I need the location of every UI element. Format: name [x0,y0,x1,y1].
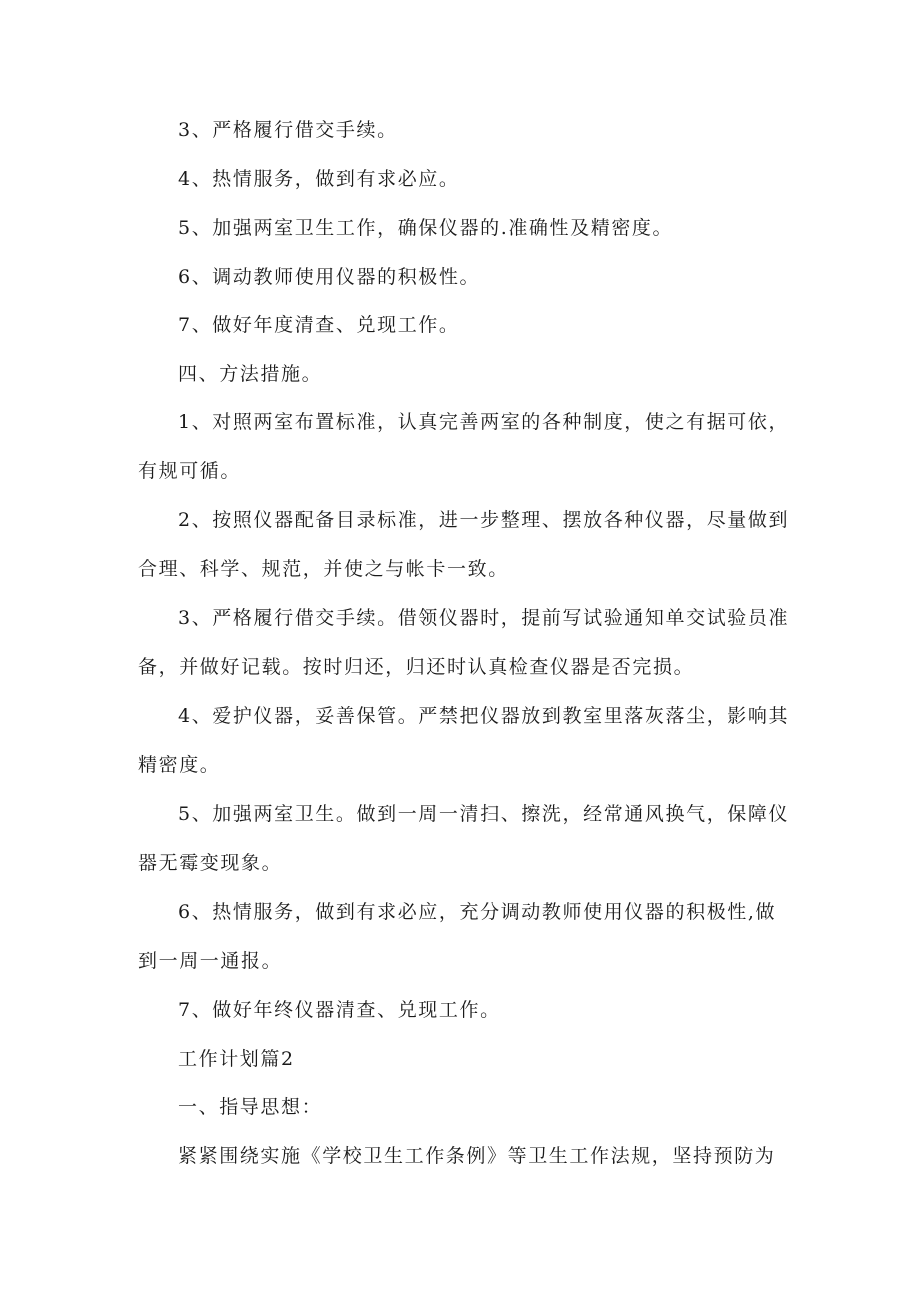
paragraph-12: 7、做好年终仪器清查、兑现工作。 [178,999,501,1021]
paragraph-8: 3、严格履行借交手续。借领仪器时，提前写试验通知单交试验员准备，并做好记载。按时归还，归还时认真检查仪器是否完损。 [138,607,790,678]
paragraph-6: 1、对照两室布置标准，认真完善两室的各种制度，使之有据可依，有规可循。 [138,411,790,482]
section-title-plan-2: 工作计划篇2 [178,1048,295,1070]
paragraph-13: 紧紧围绕实施《学校卫生工作条例》等卫生工作法规，坚持预防为 [178,1145,776,1167]
paragraph-9: 4、爱护仪器，妥善保管。严禁把仪器放到教室里落灰落尘，影响其精密度。 [138,705,790,776]
paragraph-4: 6、调动教师使用仪器的积极性。 [178,266,481,288]
paragraph-7: 2、按照仪器配备目录标准，进一步整理、摆放各种仪器，尽量做到合理、科学、规范，并使之与帐卡一致。 [138,509,790,580]
paragraph-5: 7、做好年度清查、兑现工作。 [178,314,460,336]
section-heading-methods: 四、方法措施。 [178,363,323,385]
paragraph-3: 5、加强两室卫生工作，确保仪器的.准确性及精密度。 [178,217,674,239]
section-heading-guiding-ideology: 一、指导思想： [178,1096,323,1118]
paragraph-10: 5、加强两室卫生。做到一周一清扫、擦洗，经常通风换气，保障仪器无霉变现象。 [138,803,790,874]
paragraph-2: 4、热情服务，做到有求必应。 [178,168,460,190]
paragraph-11: 6、热情服务，做到有求必应，充分调动教师使用仪器的积极性,做到一周一通报。 [138,901,777,972]
paragraph-1: 3、严格履行借交手续。 [178,119,398,141]
